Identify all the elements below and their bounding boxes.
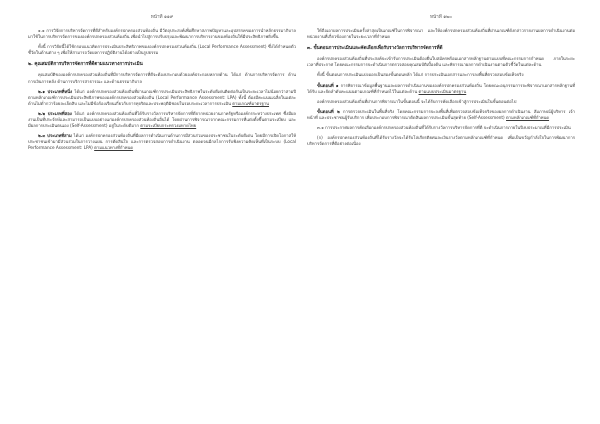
item-underline: ตามระเบียบกระทรวงมหาดไทย bbox=[140, 123, 197, 129]
step-underline: ตามแบบประเมินมาตรฐาน bbox=[418, 88, 467, 94]
list-item bbox=[28, 111, 296, 129]
section-paragraph: องค์กรปกครองส่วนท้องถิ่นที่ประสงค์จะเข้ารับการประเมินต้องยื่นใบสมัครพร้อมเอกสารหลักฐานตามแบบที่คณะกรรมการกำหนด ภายในระยะเวลาที่ประกาศ โดยคณะกรรมการจะดำเนินการตรวจสอบคุณสมบัติเบื้องต้น และพิจารณาผลการดำเนินงานตามตัวชี้วัดในแต่ละด้าน bbox=[307, 56, 575, 68]
page-number: หน้าที่ ๑๑๙ bbox=[150, 15, 174, 20]
item-underline: ตามแนวทางที่กำหนด bbox=[94, 145, 134, 151]
left-page bbox=[28, 14, 296, 418]
right-page bbox=[307, 14, 575, 418]
step-label: ขั้นตอนที่ ๒ bbox=[317, 108, 340, 114]
intro-paragraph: ๑.๑ การวิจัยการบริหารจัดการที่ดีสำหรับองค์กรปกครองส่วนท้องถิ่น มีวัตถุประสงค์เพื่อศึกษาสภาพปัญหาและอุปสรรคของการนำหลักธรรมาภิบาลมาใช้ในการบริหารจัดการขององค์กรปกครองส่วนท้องถิ่น เพื่อนำไปสู่การปรับปรุงและพัฒนาการบริหารงานของท้องถิ่นให้มีประสิทธิภาพยิ่งขึ้น bbox=[28, 28, 296, 40]
step-paragraph: องค์กรปกครองส่วนท้องถิ่นที่ผ่านการพิจารณาในขั้นตอนนี้ จะได้รับการคัดเลือกเข้าสู่การประเมินในขั้นตอนต่อไป bbox=[317, 98, 517, 104]
step-underline: ตามหลักเกณฑ์ที่กำหนด bbox=[506, 114, 550, 120]
step-text: การตรวจประเมินในพื้นที่จริง โดยคณะกรรมการจะลงพื้นที่เพื่อตรวจสอบข้อเท็จจริงของผลการดำเนินงาน สัมภาษณ์ผู้บริหาร เจ้าหน้าที่ และประชาชนผู้รับบริการ เพื่อประกอบการพิจารณาตัดสินผลการประเมินขั้นสุดท้าย (Self-Assessment) bbox=[307, 108, 575, 120]
step-item bbox=[307, 83, 575, 95]
section-heading: ๒. คุณสมบัติการบริหารจัดการที่ดีตามแนวทางการประเมิน bbox=[28, 62, 143, 68]
step-item bbox=[307, 109, 575, 121]
top-paragraph: ให้ถือเอาผลการประเมินครั้งล่าสุดเป็นเกณฑ์ในการพิจารณา และให้องค์กรปกครองส่วนท้องถิ่นที่ผ่านเกณฑ์ดังกล่าวรายงานผลการดำเนินงานต่อหน่วยงานที่เกี่ยวข้องภายในระยะเวลาที่กำหนด bbox=[307, 28, 575, 40]
item-text: ได้แก่ องค์กรปกครองส่วนท้องถิ่นที่ได้รับรางวัลการบริหารจัดการที่ดีจากหน่วยงานภาครัฐหรือองค์กรระหว่างประเทศ ซึ่งมีผลงานเป็นที่ประจักษ์และสามารถเป็นแบบอย่างแก่องค์กรปกครองส่วนท้องถิ่นอื่นได้ โดยผ่านการพิจารณาจากคณะกรรมการที่แต่งตั้งขึ้นตามระเบียบ และมีผลการประเมินตนเอง (Self-Assessment) อยู่ในระดับดีมาก bbox=[28, 110, 296, 129]
list-item bbox=[28, 133, 296, 151]
section-paragraph: ทั้งนี้ ขั้นตอนการประเมินแบ่งออกเป็นสองขั้นตอนหลัก ได้แก่ การประเมินเอกสารและการลงพื้นที่ตรวจสอบข้อเท็จจริง bbox=[317, 72, 524, 78]
intro-paragraph: ทั้งนี้ การวิจัยนี้ได้ใช้กรอบแนวคิดการประเมินประสิทธิภาพขององค์กรปกครองส่วนท้องถิ่น (Local Performance Assessment) ซึ่งได้กำหนดตัวชี้วัดในด้านต่าง ๆ เพื่อให้สามารถวัดผลการปฏิบัติงานได้อย่างเป็นรูปธรรม bbox=[28, 44, 296, 56]
item-text: ได้แก่ องค์กรปกครองส่วนท้องถิ่นที่มีผลการดำเนินงานด้านการมีส่วนร่วมของประชาชนในระดับดีเด่น โดยมีการเปิดโอกาสให้ประชาชนเข้ามามีส่วนร่วมในการวางแผน การตัดสินใจ และการตรวจสอบการดำเนินงาน ตลอดจนมีกลไกการรับฟังความคิดเห็นที่เป็นระบบ (Local Performance Assessment: LPA) bbox=[28, 133, 296, 151]
item-underline: ตามเกณฑ์มาตรฐาน bbox=[232, 100, 270, 106]
item-text: ได้แก่ องค์กรปกครองส่วนท้องถิ่นที่ผ่านเกณฑ์การประเมินประสิทธิภาพในระดับดีเด่นติดต่อกันเป็นระยะเวลาไม่น้อยกว่าสามปี ตามหลักเกณฑ์การประเมินประสิทธิภาพขององค์กรปกครองส่วนท้องถิ่น (Local Performance Assessment: LPA) ทั้งนี้ ต้องมีคะแนนเฉลี่ยในแต่ละด้านไม่ต่ำกว่าร้อยละเจ็ดสิบ และไม่มีข้อร้องเรียนเกี่ยวกับการทุจริตและประพฤติมิชอบในรอบระยะเวลาการประเมิน bbox=[28, 88, 296, 106]
page-number: หน้าที่ ๑๒๐ bbox=[430, 15, 452, 20]
closing-paragraph: ๓.๑ การประกาศผลการคัดเลือกองค์กรปกครองส่วนท้องถิ่นที่ได้รับรางวัลการบริหารจัดการที่ดี จะดำเนินการภายในปีงบประมาณที่มีการประเมิน bbox=[317, 125, 571, 131]
section-heading: ๓. ขั้นตอนการประเมินและคัดเลือกเพื่อรับรางวัลการบริหารจัดการที่ดี bbox=[307, 46, 443, 52]
list-item bbox=[28, 89, 296, 107]
item-label: ๒.๓ ประเภทที่สาม bbox=[38, 133, 72, 139]
section-paragraph: คุณสมบัติขององค์กรปกครองส่วนท้องถิ่นที่มีการบริหารจัดการที่ดีจะต้องประกอบด้วยองค์ประกอบหลายด้าน ได้แก่ ด้านการบริหารจัดการ ด้านการเงินการคลัง ด้านการบริการสาธารณะ และด้านธรรมาภิบาล bbox=[28, 72, 296, 84]
closing-quote: (ก) องค์กรปกครองส่วนท้องถิ่นที่ได้รับรางวัลจะได้รับโล่เกียรติยศและเงินรางวัลตามหลักเกณฑ์ที่กำหนด เพื่อเป็นขวัญกำลังใจในการพัฒนาการบริหารจัดการที่ดีอย่างต่อเนื่อง bbox=[307, 135, 575, 147]
item-label: ๒.๑ ประเภทที่หนึ่ง bbox=[38, 88, 73, 94]
step-label: ขั้นตอนที่ ๑ bbox=[317, 82, 339, 88]
step-text: การพิจารณาข้อมูลพื้นฐานและผลการดำเนินงานขององค์กรปกครองส่วนท้องถิ่น โดยคณะอนุกรรมการจะพิจารณาเอกสารหลักฐานที่ได้รับ และจัดลำดับคะแนนตามเกณฑ์ที่กำหนดไว้ในแต่ละด้าน bbox=[307, 82, 575, 94]
item-label: ๒.๒ ประเภทที่สอง bbox=[38, 110, 72, 116]
